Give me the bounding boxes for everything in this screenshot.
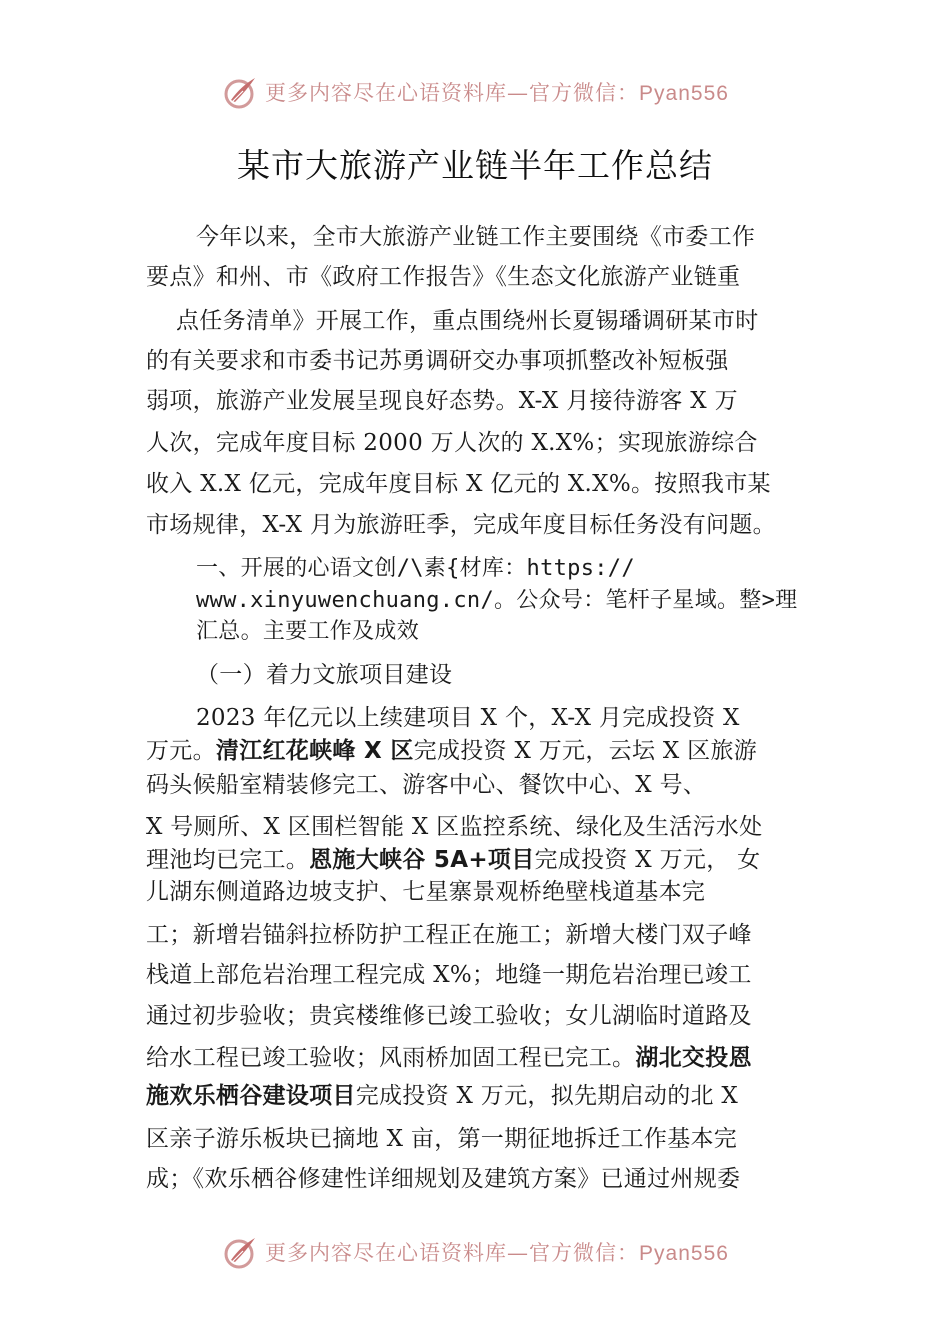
body-line: 码头候船室精装修完工、游客中心、餐饮中心、X 号、	[146, 772, 707, 798]
body-line: 弱项，旅游产业发展呈现良好态势。X-X 月接待游客 X 万	[146, 388, 738, 414]
body-line: 点任务清单》开展工作，重点围绕州长夏锡璠调研某市时	[176, 308, 759, 334]
watermark-banner-top	[0, 70, 950, 114]
section-heading-line: www.xinyuwenchuang.cn/。公众号：笔杆子星域。整>理	[196, 588, 798, 613]
body-line: 给水工程已竣工验收；风雨桥加固工程已完工。湖北交投恩	[146, 1045, 752, 1071]
body-line: 今年以来，全市大旅游产业链工作主要围绕《市委工作	[196, 224, 756, 250]
quill-seal-logo-icon	[221, 1232, 261, 1272]
body-line: X 号厕所、X 区围栏智能 X 区监控系统、绿化及生活污水处	[146, 814, 763, 840]
project-name-huanle-qigu-cont: 施欢乐栖谷建设项目	[146, 1083, 356, 1109]
body-line: 理池均已完工。恩施大峡谷 5A+项目完成投资 X 万元， 女	[146, 847, 761, 873]
project-name-qingjiang: 清江红花峡峰 X 区	[215, 738, 414, 764]
watermark-text: 更多内容尽在心语资料库—官方微信：Pyan556	[265, 1241, 729, 1265]
body-line: 通过初步验收；贵宾楼维修已竣工验收；女儿湖临时道路及	[146, 1003, 752, 1029]
body-line: 区亲子游乐板块已摘地 X 亩，第一期征地拆迁工作基本完	[146, 1126, 738, 1152]
body-line: 收入 X.X 亿元，完成年度目标 X 亿元的 X.X%。按照我市某	[146, 471, 771, 497]
body-line: 要点》和州、市《政府工作报告》《生态文化旅游产业链重	[146, 264, 741, 290]
body-line: 的有关要求和市委书记苏勇调研交办事项抓整改补短板强	[146, 348, 729, 374]
body-line: 栈道上部危岩治理工程完成 X%；地缝一期危岩治理已竣工	[146, 962, 752, 988]
watermark-handle: Pyan556	[639, 82, 729, 105]
body-line: 万元。清江红花峡峰 X 区完成投资 X 万元，云坛 X 区旅游	[146, 738, 758, 764]
body-line: 2023 年亿元以上续建项目 X 个，X-X 月完成投资 X	[196, 705, 740, 731]
body-line: 成；《欢乐栖谷修建性详细规划及建筑方案》已通过州规委	[146, 1166, 741, 1192]
section-heading-line: 汇总。主要工作及成效	[196, 619, 420, 644]
quill-seal-logo-icon	[221, 72, 261, 112]
watermark-banner-bottom	[0, 1230, 950, 1274]
body-line: 儿湖东侧道路边坡支护、七星寨景观桥绝壁栈道基本完	[146, 879, 706, 905]
document-title: 某市大旅游产业链半年工作总结	[237, 146, 713, 185]
subsection-heading: （一）着力文旅项目建设	[196, 662, 453, 688]
body-line: 工；新增岩锚斜拉桥防护工程正在施工；新增大楼门双子峰	[146, 922, 752, 948]
watermark-handle: Pyan556	[639, 1242, 729, 1265]
section-heading-line: 一、开展的心语文创/\素{材库：https://	[196, 556, 635, 581]
body-line: 人次，完成年度目标 2000 万人次的 X.X%；实现旅游综合	[146, 430, 758, 456]
body-line: 施欢乐栖谷建设项目完成投资 X 万元，拟先期启动的北 X	[146, 1083, 739, 1109]
watermark-text: 更多内容尽在心语资料库—官方微信：Pyan556	[265, 81, 729, 105]
body-line: 市场规律，X-X 月为旅游旺季，完成年度目标任务没有问题。	[146, 512, 776, 538]
project-name-enshi-canyon: 恩施大峡谷 5A+项目	[309, 847, 535, 873]
project-name-huanle-qigu: 湖北交投恩	[635, 1045, 752, 1071]
